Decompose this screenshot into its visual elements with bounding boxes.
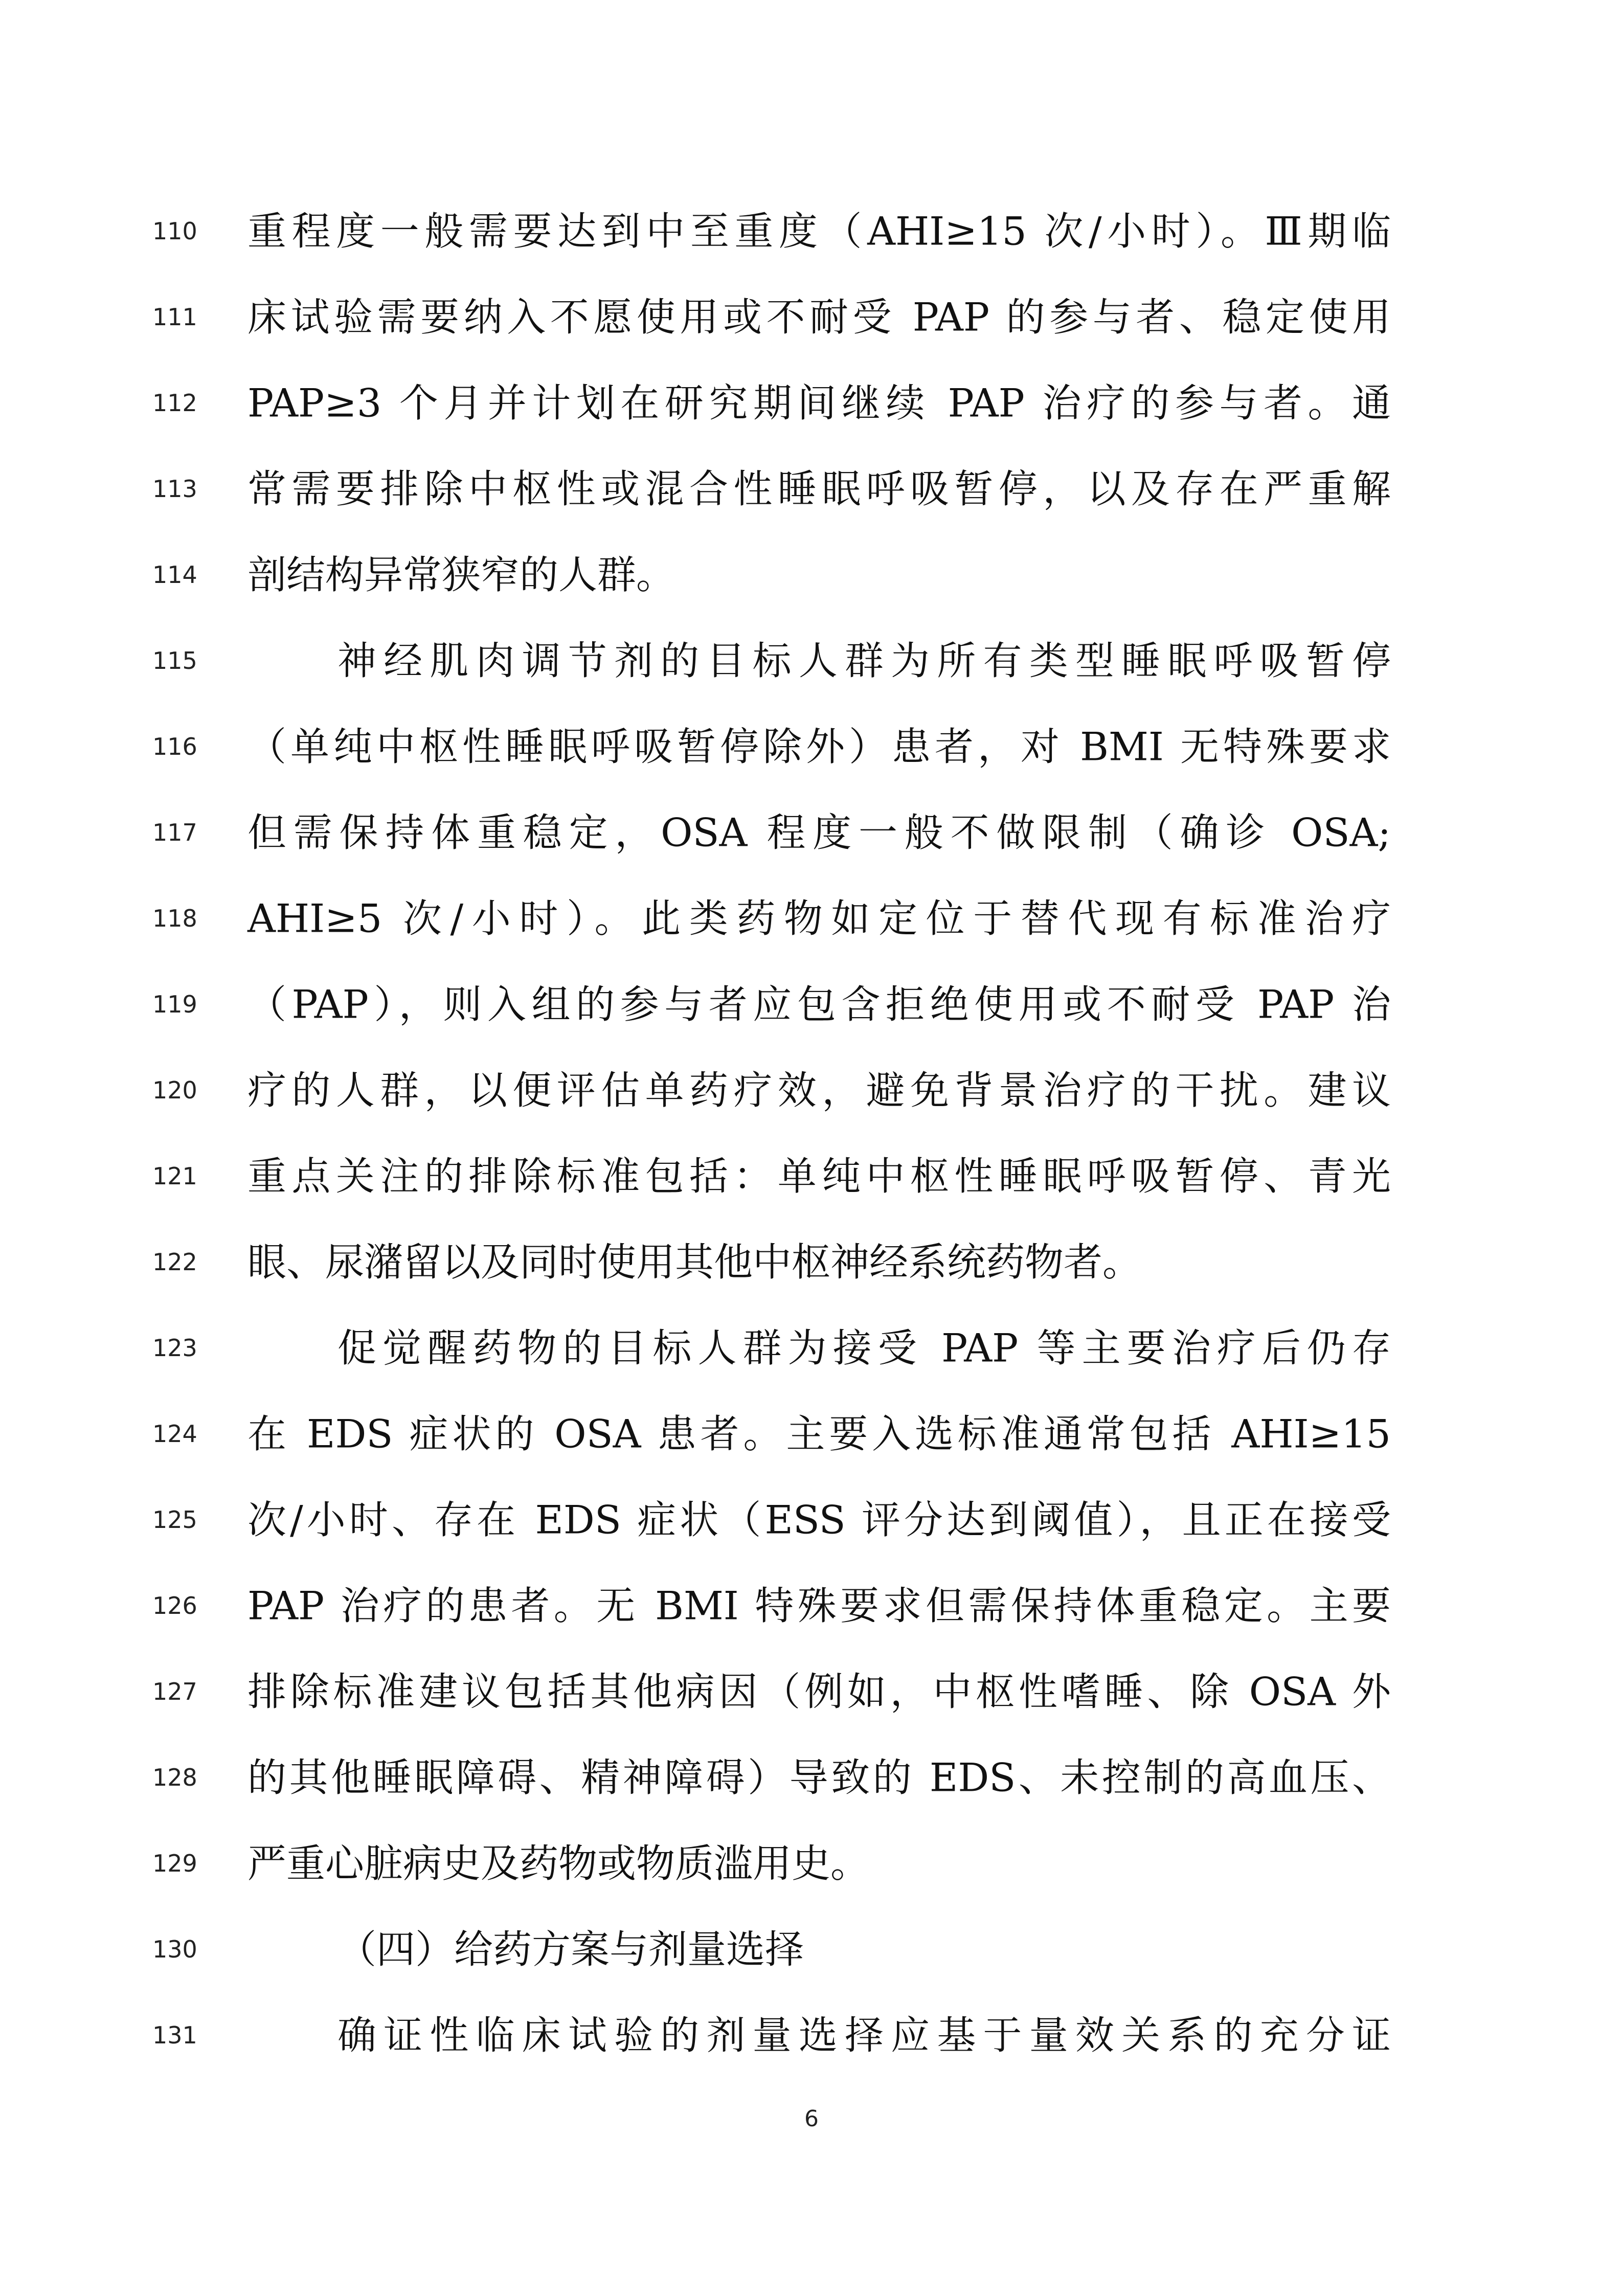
text-line	[0, 532, 1623, 618]
text-line	[0, 1219, 1623, 1305]
text-line	[0, 1047, 1623, 1133]
line-text: PAP≥3 个月并计划在研究期间继续 PAP 治疗的参与者。通	[247, 380, 1391, 426]
line-text: 重点关注的排除标准包括：单纯中枢性睡眠呼吸暂停、青光	[247, 1153, 1391, 1199]
line-number: 130	[152, 1935, 197, 1963]
page-number: 6	[804, 2106, 819, 2132]
text-line	[0, 1820, 1623, 1906]
text-line	[0, 704, 1623, 790]
line-text: 次/小时、存在 EDS 症状（ESS 评分达到阈值），且正在接受	[247, 1497, 1391, 1543]
text-line	[0, 188, 1623, 274]
line-text: PAP 治疗的患者。无 BMI 特殊要求但需保持体重稳定。主要	[247, 1583, 1391, 1629]
text-line	[0, 1477, 1623, 1563]
line-number: 111	[152, 303, 197, 331]
line-text: 眼、尿潴留以及同时使用其他中枢神经系统药物者。	[247, 1239, 1141, 1285]
text-line	[0, 1649, 1623, 1735]
line-number: 131	[152, 2021, 197, 2049]
line-number: 126	[152, 1592, 197, 1619]
line-text: 疗的人群，以便评估单药疗效，避免背景治疗的干扰。建议	[247, 1067, 1391, 1113]
line-number: 113	[152, 475, 197, 503]
line-text: 重程度一般需要达到中至重度（AHI≥15 次/小时）。Ⅲ期临	[247, 208, 1391, 254]
text-line	[0, 1305, 1623, 1391]
text-line	[0, 1735, 1623, 1820]
line-text: 的其他睡眠障碍、精神障碍）导致的 EDS、未控制的高血压、	[247, 1754, 1391, 1800]
text-line	[0, 1563, 1623, 1649]
line-text: 但需保持体重稳定，OSA 程度一般不做限制（确诊 OSA;	[247, 809, 1391, 856]
line-number: 117	[152, 819, 197, 846]
line-text: 严重心脏病史及药物或物质滥用史。	[247, 1840, 869, 1886]
text-line	[0, 961, 1623, 1047]
line-text: 床试验需要纳入不愿使用或不耐受 PAP 的参与者、稳定使用	[247, 294, 1391, 340]
text-line	[0, 274, 1623, 360]
line-text: 促觉醒药物的目标人群为接受 PAP 等主要治疗后仍存	[337, 1325, 1391, 1371]
section-heading: （四）给药方案与剂量选择	[337, 1926, 804, 1972]
line-number: 119	[152, 991, 197, 1018]
line-text: 排除标准建议包括其他病因（例如，中枢性嗜睡、除 OSA 外	[247, 1669, 1391, 1715]
text-line	[0, 790, 1623, 875]
line-number: 127	[152, 1678, 197, 1705]
line-number: 116	[152, 733, 197, 760]
line-number: 125	[152, 1506, 197, 1534]
text-line	[0, 1391, 1623, 1477]
line-text: 确证性临床试验的剂量选择应基于量效关系的充分证	[337, 2012, 1391, 2058]
line-number: 124	[152, 1420, 197, 1448]
line-number: 112	[152, 389, 197, 417]
text-line	[0, 618, 1623, 704]
line-number: 123	[152, 1334, 197, 1362]
line-number: 122	[152, 1248, 197, 1276]
section-heading-line	[0, 1906, 1623, 1992]
line-text: 常需要排除中枢性或混合性睡眠呼吸暂停，以及存在严重解	[247, 466, 1391, 512]
text-line	[0, 1992, 1623, 2078]
line-number: 129	[152, 1850, 197, 1877]
text-line	[0, 446, 1623, 532]
line-number: 114	[152, 561, 197, 589]
line-number: 115	[152, 647, 197, 674]
line-text: AHI≥5 次/小时）。此类药物如定位于替代现有标准治疗	[247, 895, 1391, 941]
line-number: 121	[152, 1162, 197, 1190]
text-line	[0, 875, 1623, 961]
line-number: 128	[152, 1764, 197, 1791]
line-number: 118	[152, 905, 197, 932]
line-text: （PAP），则入组的参与者应包含拒绝使用或不耐受 PAP 治	[247, 981, 1391, 1027]
line-text: （单纯中枢性睡眠呼吸暂停除外）患者，对 BMI 无特殊要求	[247, 724, 1391, 770]
line-number: 120	[152, 1076, 197, 1104]
line-text: 在 EDS 症状的 OSA 患者。主要入选标准通常包括 AHI≥15	[247, 1411, 1391, 1457]
line-text: 剖结构异常狭窄的人群。	[247, 552, 675, 598]
text-line	[0, 1133, 1623, 1219]
line-text: 神经肌肉调节剂的目标人群为所有类型睡眠呼吸暂停	[337, 638, 1391, 684]
text-line	[0, 360, 1623, 446]
line-number: 110	[152, 217, 197, 245]
